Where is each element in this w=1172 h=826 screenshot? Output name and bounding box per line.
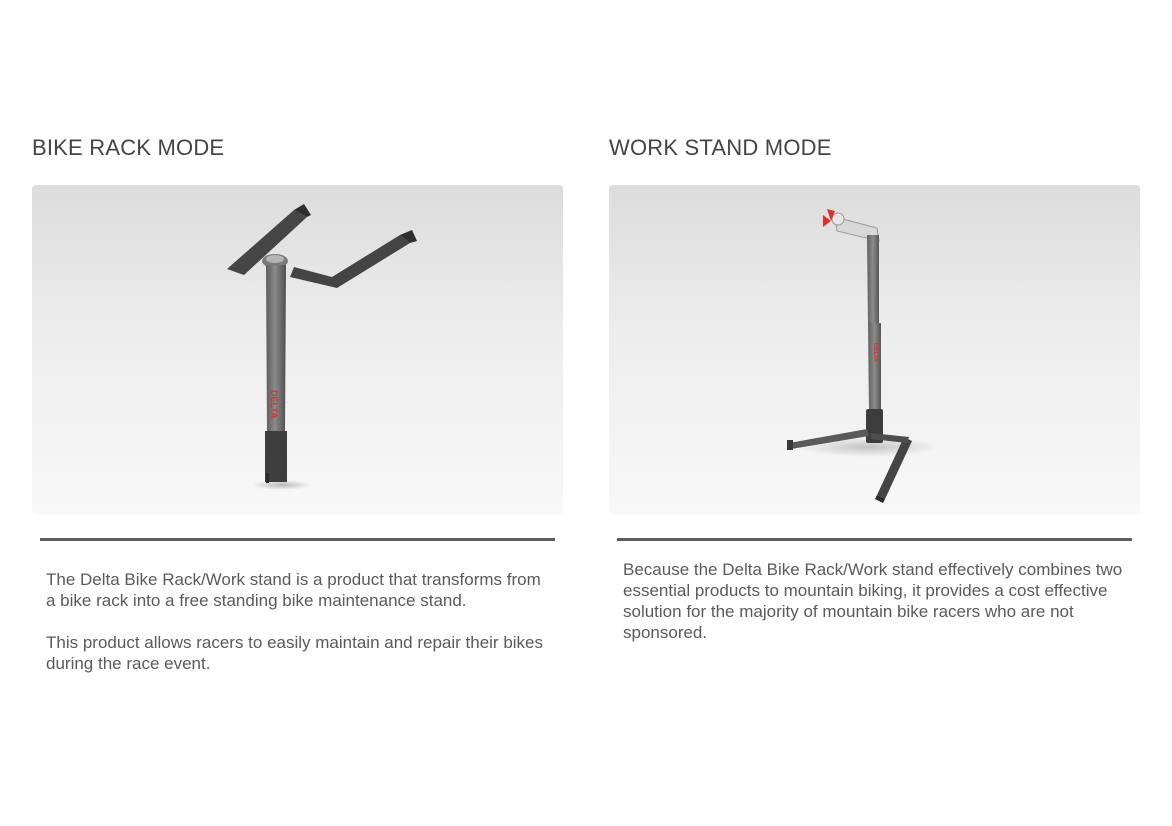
section-divider: [40, 538, 555, 541]
section-divider: [617, 538, 1132, 541]
delta-logo-text: DELTA: [269, 390, 279, 419]
section-description: [46, 569, 551, 695]
description-paragraph-1: The Delta Bike Rack/Work stand is a product that transforms from a bike rack into a free standing bike maintenance stand.: [46, 570, 541, 610]
bike-rack-illustration: [32, 185, 563, 514]
section-heading: BIKE RACK MODE: [32, 135, 225, 160]
delta-logo-text: DELTA: [872, 343, 878, 363]
work-stand-illustration: [609, 185, 1140, 514]
description-paragraph-1: Because the Delta Bike Rack/Work stand effectively combines two essential products to mountain biking, it provides a cost effective solution for the majority of mountain bike racers who are not sponsored.: [623, 560, 1123, 642]
work-stand-render-image: [609, 185, 1140, 514]
section-heading: WORK STAND MODE: [609, 135, 832, 160]
description-paragraph-2: This product allows racers to easily maintain and repair their bikes during the race event.: [46, 633, 544, 673]
bike-rack-render-image: [32, 185, 563, 514]
section-description: [623, 559, 1128, 664]
